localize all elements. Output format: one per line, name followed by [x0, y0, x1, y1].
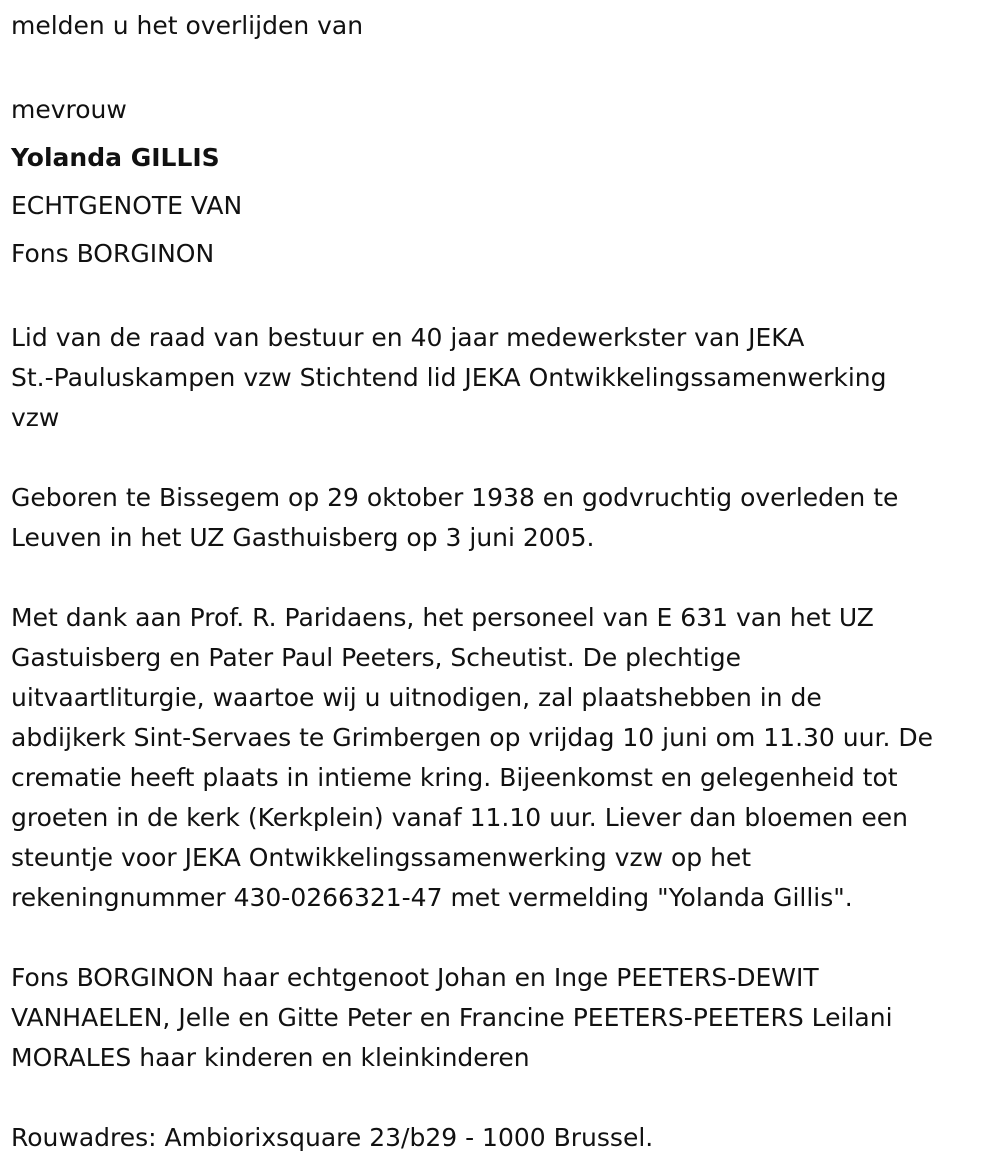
relation-label: ECHTGENOTE VAN [11, 191, 243, 220]
spacer [11, 278, 991, 318]
name-block [11, 86, 991, 278]
spacer [11, 918, 991, 958]
spacer [11, 558, 991, 598]
intro-text: melden u het overlijden van [11, 11, 364, 40]
deceased-name: Yolanda GILLIS [11, 143, 220, 172]
salutation: mevrouw [11, 95, 127, 124]
obituary-document [11, 6, 991, 1158]
spacer [11, 1078, 991, 1118]
thanks-ceremony-paragraph: Met dank aan Prof. R. Paridaens, het personeel van E 631 van het UZ Gastuisberg en Pater Paul Peeters, Scheutist. De plechtige uitvaartliturgie, waartoe wij u uitnodigen, zal plaatshebben in de abdijkerk Sint-Servaes te Grimbergen op vrijdag 10 juni om 11.30 uur. De crematie heeft plaats in intieme kring. Bijeenkomst en gelegenheid tot groeten in de kerk (Kerkplein) vanaf 11.10 uur. Liever dan bloemen een steuntje voor JEKA Ontwikkelingssamenwerking vzw op het rekeningnummer 430-0266321-47 met vermelding "Yolanda Gillis". [11, 603, 933, 912]
roles-paragraph: Lid van de raad van bestuur en 40 jaar medewerkster van JEKA St.-Pauluskampen vzw Stichtend lid JEKA Ontwikkelingssamenwerking vzw [11, 323, 887, 432]
spouse-name: Fons BORGINON [11, 239, 215, 268]
birth-death-paragraph: Geboren te Bissegem op 29 oktober 1938 en godvruchtig overleden te Leuven in het UZ Gasthuisberg op 3 juni 2005. [11, 483, 899, 552]
spacer [11, 46, 991, 86]
mourning-address: Rouwadres: Ambiorixsquare 23/b29 - 1000 Brussel. [11, 1123, 654, 1152]
family-paragraph: Fons BORGINON haar echtgenoot Johan en Inge PEETERS-DEWIT VANHAELEN, Jelle en Gitte Peter en Francine PEETERS-PEETERS Leilani MORALES haar kinderen en kleinkinderen [11, 963, 893, 1072]
spacer [11, 438, 991, 478]
